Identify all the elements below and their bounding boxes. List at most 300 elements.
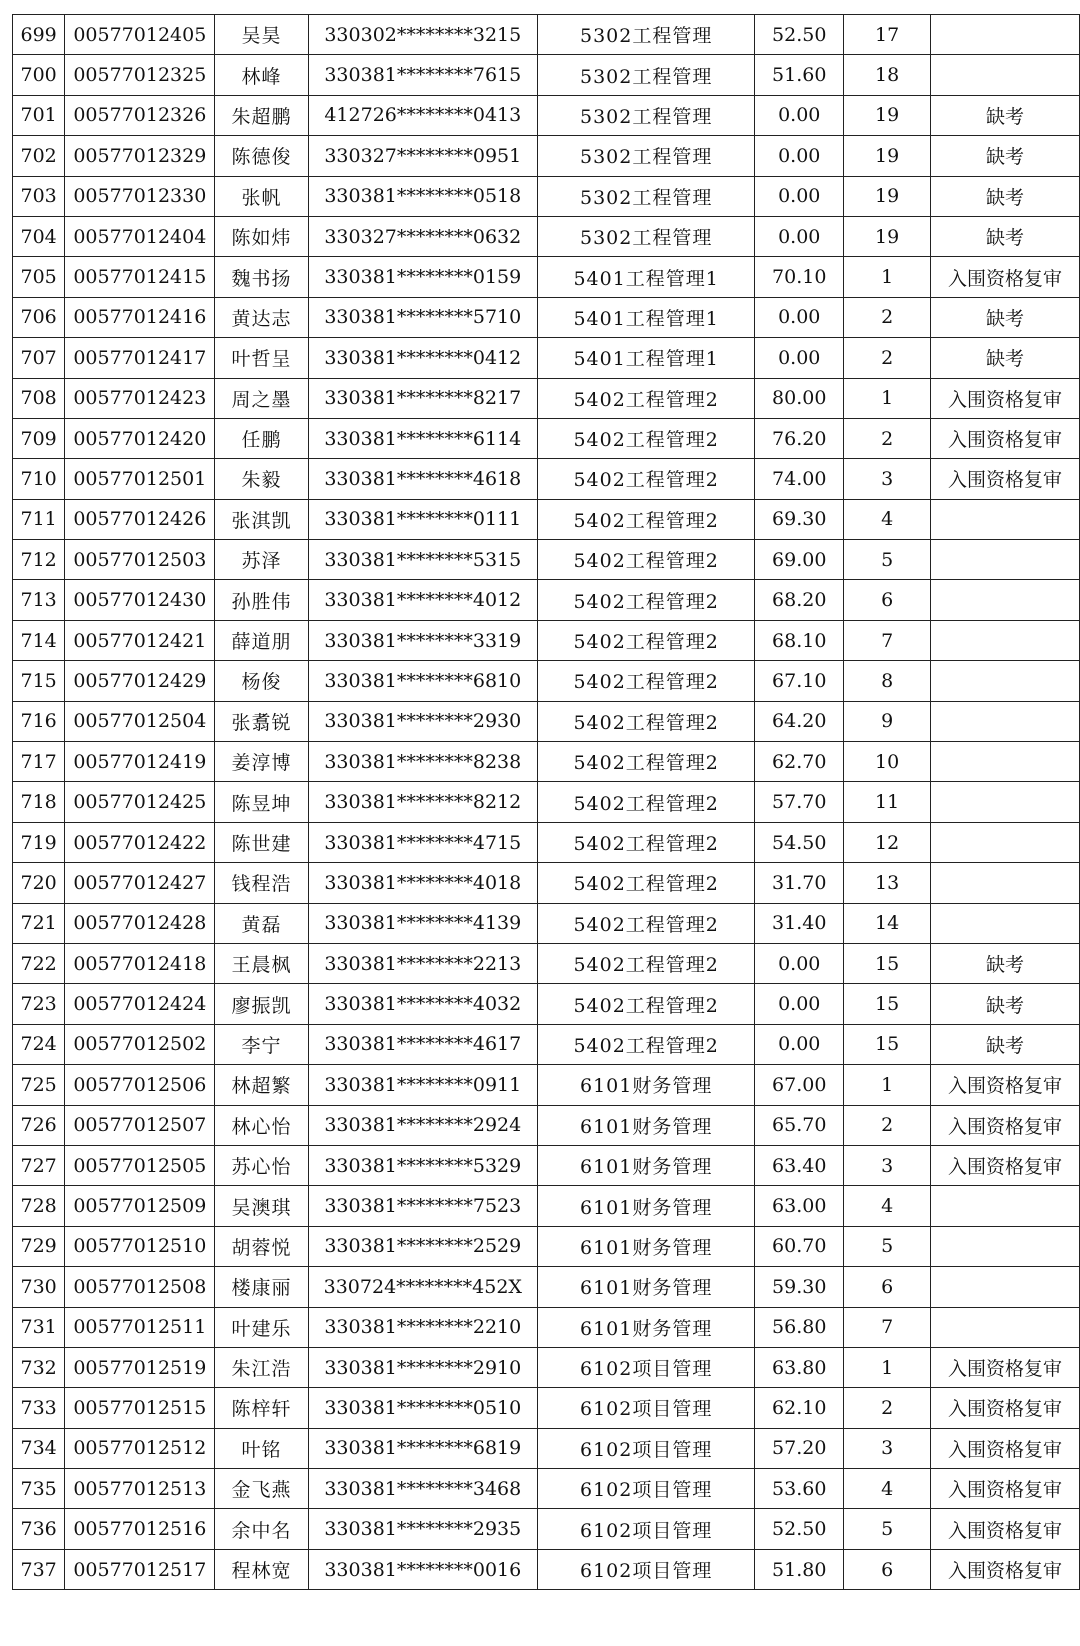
ticket-number-cell: 00577012404 [65,216,215,256]
results-table [12,14,1080,1590]
rank-cell: 1 [844,378,931,418]
id-number-cell: 330381********0412 [308,338,538,378]
row-number-cell: 722 [13,943,65,983]
table-row [13,742,1080,782]
score-cell: 52.50 [755,1509,844,1549]
table-row [13,540,1080,580]
id-number-cell: 330381********7615 [308,55,538,95]
candidate-name-cell: 陈如炜 [215,216,308,256]
rank-cell: 3 [844,1145,931,1185]
position-cell: 5402工程管理2 [538,742,755,782]
row-number-cell: 704 [13,216,65,256]
row-number-cell: 699 [13,15,65,55]
id-number-cell: 412726********0413 [308,95,538,135]
remark-cell: 入围资格复审 [931,418,1080,458]
rank-cell: 17 [844,15,931,55]
remark-cell: 缺考 [931,136,1080,176]
remark-cell [931,1307,1080,1347]
ticket-number-cell: 00577012416 [65,297,215,337]
row-number-cell: 717 [13,742,65,782]
ticket-number-cell: 00577012512 [65,1428,215,1468]
table-row [13,1347,1080,1387]
row-number-cell: 701 [13,95,65,135]
id-number-cell: 330381********3319 [308,620,538,660]
position-cell: 5402工程管理2 [538,661,755,701]
table-row [13,297,1080,337]
ticket-number-cell: 00577012430 [65,580,215,620]
rank-cell: 2 [844,338,931,378]
ticket-number-cell: 00577012424 [65,984,215,1024]
table-row [13,943,1080,983]
id-number-cell: 330381********2930 [308,701,538,741]
id-number-cell: 330381********4018 [308,863,538,903]
candidate-name-cell: 朱超鹏 [215,95,308,135]
id-number-cell: 330381********4715 [308,822,538,862]
row-number-cell: 729 [13,1226,65,1266]
row-number-cell: 733 [13,1388,65,1428]
score-cell: 64.20 [755,701,844,741]
table-row [13,1024,1080,1064]
score-cell: 54.50 [755,822,844,862]
id-number-cell: 330381********8212 [308,782,538,822]
candidate-name-cell: 余中名 [215,1509,308,1549]
candidate-name-cell: 孙胜伟 [215,580,308,620]
id-number-cell: 330381********0510 [308,1388,538,1428]
row-number-cell: 737 [13,1549,65,1589]
rank-cell: 4 [844,499,931,539]
rank-cell: 9 [844,701,931,741]
table-row [13,782,1080,822]
rank-cell: 19 [844,136,931,176]
ticket-number-cell: 00577012426 [65,499,215,539]
rank-cell: 6 [844,1549,931,1589]
score-cell: 53.60 [755,1469,844,1509]
row-number-cell: 725 [13,1065,65,1105]
remark-cell: 缺考 [931,1024,1080,1064]
id-number-cell: 330381********4032 [308,984,538,1024]
score-cell: 69.30 [755,499,844,539]
table-row [13,459,1080,499]
id-number-cell: 330381********6819 [308,1428,538,1468]
row-number-cell: 731 [13,1307,65,1347]
candidate-name-cell: 胡蓉悦 [215,1226,308,1266]
row-number-cell: 726 [13,1105,65,1145]
score-cell: 0.00 [755,95,844,135]
score-cell: 0.00 [755,943,844,983]
rank-cell: 6 [844,1267,931,1307]
table-row [13,1065,1080,1105]
table-row [13,661,1080,701]
remark-cell: 缺考 [931,95,1080,135]
id-number-cell: 330381********5315 [308,540,538,580]
table-row [13,1388,1080,1428]
table-row [13,1307,1080,1347]
remark-cell: 缺考 [931,216,1080,256]
row-number-cell: 703 [13,176,65,216]
rank-cell: 5 [844,540,931,580]
id-number-cell: 330381********0159 [308,257,538,297]
row-number-cell: 711 [13,499,65,539]
remark-cell [931,1267,1080,1307]
row-number-cell: 715 [13,661,65,701]
rank-cell: 15 [844,984,931,1024]
id-number-cell: 330381********2924 [308,1105,538,1145]
position-cell: 5402工程管理2 [538,1024,755,1064]
position-cell: 6102项目管理 [538,1549,755,1589]
remark-cell: 入围资格复审 [931,1509,1080,1549]
remark-cell: 入围资格复审 [931,459,1080,499]
remark-cell: 入围资格复审 [931,257,1080,297]
position-cell: 5402工程管理2 [538,540,755,580]
rank-cell: 7 [844,620,931,660]
score-cell: 0.00 [755,1024,844,1064]
candidate-name-cell: 吴昊 [215,15,308,55]
table-row [13,903,1080,943]
table-row [13,1267,1080,1307]
ticket-number-cell: 00577012510 [65,1226,215,1266]
score-cell: 80.00 [755,378,844,418]
remark-cell [931,15,1080,55]
position-cell: 5402工程管理2 [538,701,755,741]
id-number-cell: 330381********2213 [308,943,538,983]
candidate-name-cell: 周之墨 [215,378,308,418]
row-number-cell: 712 [13,540,65,580]
position-cell: 6101财务管理 [538,1226,755,1266]
remark-cell: 入围资格复审 [931,1549,1080,1589]
remark-cell: 缺考 [931,338,1080,378]
ticket-number-cell: 00577012505 [65,1145,215,1185]
row-number-cell: 705 [13,257,65,297]
id-number-cell: 330381********4139 [308,903,538,943]
position-cell: 5401工程管理1 [538,338,755,378]
rank-cell: 10 [844,742,931,782]
position-cell: 6102项目管理 [538,1428,755,1468]
position-cell: 6101财务管理 [538,1065,755,1105]
candidate-name-cell: 程林宽 [215,1549,308,1589]
candidate-name-cell: 任鹏 [215,418,308,458]
score-cell: 0.00 [755,136,844,176]
remark-cell: 入围资格复审 [931,1428,1080,1468]
rank-cell: 2 [844,297,931,337]
score-cell: 52.50 [755,15,844,55]
id-number-cell: 330327********0632 [308,216,538,256]
ticket-number-cell: 00577012507 [65,1105,215,1145]
position-cell: 6101财务管理 [538,1307,755,1347]
score-cell: 67.00 [755,1065,844,1105]
position-cell: 6102项目管理 [538,1388,755,1428]
row-number-cell: 734 [13,1428,65,1468]
ticket-number-cell: 00577012429 [65,661,215,701]
candidate-name-cell: 张翥锐 [215,701,308,741]
ticket-number-cell: 00577012415 [65,257,215,297]
id-number-cell: 330381********7523 [308,1186,538,1226]
rank-cell: 5 [844,1226,931,1266]
row-number-cell: 719 [13,822,65,862]
id-number-cell: 330302********3215 [308,15,538,55]
table-row [13,1105,1080,1145]
id-number-cell: 330381********2910 [308,1347,538,1387]
id-number-cell: 330381********2529 [308,1226,538,1266]
score-cell: 70.10 [755,257,844,297]
remark-cell [931,742,1080,782]
candidate-name-cell: 张淇凯 [215,499,308,539]
rank-cell: 1 [844,1065,931,1105]
ticket-number-cell: 00577012511 [65,1307,215,1347]
rank-cell: 3 [844,1428,931,1468]
position-cell: 5402工程管理2 [538,620,755,660]
ticket-number-cell: 00577012420 [65,418,215,458]
candidate-name-cell: 林峰 [215,55,308,95]
row-number-cell: 732 [13,1347,65,1387]
score-cell: 31.70 [755,863,844,903]
rank-cell: 12 [844,822,931,862]
remark-cell: 缺考 [931,984,1080,1024]
table-row [13,257,1080,297]
ticket-number-cell: 00577012418 [65,943,215,983]
ticket-number-cell: 00577012428 [65,903,215,943]
candidate-name-cell: 叶建乐 [215,1307,308,1347]
score-cell: 0.00 [755,984,844,1024]
table-row [13,620,1080,660]
position-cell: 5402工程管理2 [538,418,755,458]
position-cell: 5402工程管理2 [538,580,755,620]
score-cell: 0.00 [755,297,844,337]
position-cell: 5401工程管理1 [538,257,755,297]
score-cell: 68.10 [755,620,844,660]
remark-cell [931,540,1080,580]
remark-cell: 入围资格复审 [931,1347,1080,1387]
table-row [13,863,1080,903]
position-cell: 5401工程管理1 [538,297,755,337]
candidate-name-cell: 吴澳琪 [215,1186,308,1226]
position-cell: 5302工程管理 [538,216,755,256]
candidate-name-cell: 黄达志 [215,297,308,337]
rank-cell: 13 [844,863,931,903]
id-number-cell: 330724********452X [308,1267,538,1307]
remark-cell: 入围资格复审 [931,1065,1080,1105]
id-number-cell: 330381********3468 [308,1469,538,1509]
table-row [13,1226,1080,1266]
rank-cell: 1 [844,1347,931,1387]
id-number-cell: 330381********2935 [308,1509,538,1549]
candidate-name-cell: 苏心怡 [215,1145,308,1185]
ticket-number-cell: 00577012506 [65,1065,215,1105]
ticket-number-cell: 00577012423 [65,378,215,418]
table-row [13,1509,1080,1549]
rank-cell: 14 [844,903,931,943]
rank-cell: 11 [844,782,931,822]
position-cell: 5302工程管理 [538,95,755,135]
rank-cell: 8 [844,661,931,701]
row-number-cell: 714 [13,620,65,660]
rank-cell: 4 [844,1186,931,1226]
remark-cell: 入围资格复审 [931,1469,1080,1509]
id-number-cell: 330381********8217 [308,378,538,418]
position-cell: 5402工程管理2 [538,984,755,1024]
table-row [13,418,1080,458]
ticket-number-cell: 00577012326 [65,95,215,135]
rank-cell: 2 [844,1105,931,1145]
position-cell: 5402工程管理2 [538,863,755,903]
position-cell: 6101财务管理 [538,1267,755,1307]
score-cell: 76.20 [755,418,844,458]
candidate-name-cell: 杨俊 [215,661,308,701]
candidate-name-cell: 林超繁 [215,1065,308,1105]
candidate-name-cell: 朱毅 [215,459,308,499]
id-number-cell: 330381********6114 [308,418,538,458]
score-cell: 51.60 [755,55,844,95]
candidate-name-cell: 黄磊 [215,903,308,943]
table-row [13,580,1080,620]
remark-cell: 入围资格复审 [931,1145,1080,1185]
position-cell: 6101财务管理 [538,1145,755,1185]
ticket-number-cell: 00577012417 [65,338,215,378]
table-row [13,378,1080,418]
ticket-number-cell: 00577012519 [65,1347,215,1387]
row-number-cell: 723 [13,984,65,1024]
id-number-cell: 330381********4012 [308,580,538,620]
candidate-name-cell: 陈昱坤 [215,782,308,822]
position-cell: 5302工程管理 [538,176,755,216]
candidate-name-cell: 陈梓轩 [215,1388,308,1428]
row-number-cell: 706 [13,297,65,337]
ticket-number-cell: 00577012419 [65,742,215,782]
remark-cell [931,782,1080,822]
ticket-number-cell: 00577012516 [65,1509,215,1549]
id-number-cell: 330381********0111 [308,499,538,539]
row-number-cell: 720 [13,863,65,903]
rank-cell: 15 [844,943,931,983]
candidate-name-cell: 姜淳博 [215,742,308,782]
table-row [13,95,1080,135]
ticket-number-cell: 00577012329 [65,136,215,176]
ticket-number-cell: 00577012405 [65,15,215,55]
score-cell: 63.00 [755,1186,844,1226]
score-cell: 63.40 [755,1145,844,1185]
candidate-name-cell: 钱程浩 [215,863,308,903]
candidate-name-cell: 陈世建 [215,822,308,862]
position-cell: 5302工程管理 [538,136,755,176]
remark-cell [931,863,1080,903]
score-cell: 74.00 [755,459,844,499]
table-row [13,1186,1080,1226]
candidate-name-cell: 叶哲呈 [215,338,308,378]
table-row [13,55,1080,95]
table-row [13,984,1080,1024]
remark-cell [931,1186,1080,1226]
score-cell: 63.80 [755,1347,844,1387]
rank-cell: 5 [844,1509,931,1549]
table-row [13,176,1080,216]
position-cell: 5402工程管理2 [538,822,755,862]
rank-cell: 7 [844,1307,931,1347]
score-cell: 60.70 [755,1226,844,1266]
row-number-cell: 700 [13,55,65,95]
position-cell: 6101财务管理 [538,1186,755,1226]
ticket-number-cell: 00577012504 [65,701,215,741]
table-row [13,1549,1080,1589]
rank-cell: 19 [844,176,931,216]
row-number-cell: 709 [13,418,65,458]
rank-cell: 1 [844,257,931,297]
position-cell: 5402工程管理2 [538,459,755,499]
score-cell: 69.00 [755,540,844,580]
table-row [13,338,1080,378]
remark-cell [931,822,1080,862]
id-number-cell: 330381********2210 [308,1307,538,1347]
rank-cell: 6 [844,580,931,620]
position-cell: 6102项目管理 [538,1509,755,1549]
row-number-cell: 702 [13,136,65,176]
rank-cell: 15 [844,1024,931,1064]
id-number-cell: 330381********0911 [308,1065,538,1105]
position-cell: 6101财务管理 [538,1105,755,1145]
row-number-cell: 721 [13,903,65,943]
candidate-name-cell: 陈德俊 [215,136,308,176]
ticket-number-cell: 00577012501 [65,459,215,499]
remark-cell: 入围资格复审 [931,1105,1080,1145]
table-row [13,701,1080,741]
ticket-number-cell: 00577012325 [65,55,215,95]
table-row [13,1469,1080,1509]
table-row [13,15,1080,55]
remark-cell: 缺考 [931,297,1080,337]
score-cell: 62.70 [755,742,844,782]
score-cell: 57.20 [755,1428,844,1468]
score-cell: 0.00 [755,216,844,256]
ticket-number-cell: 00577012515 [65,1388,215,1428]
position-cell: 6102项目管理 [538,1469,755,1509]
row-number-cell: 718 [13,782,65,822]
candidate-name-cell: 薛道朋 [215,620,308,660]
id-number-cell: 330381********0518 [308,176,538,216]
remark-cell [931,1226,1080,1266]
position-cell: 5402工程管理2 [538,943,755,983]
table-row [13,1145,1080,1185]
results-sheet [12,14,1080,1590]
rank-cell: 19 [844,95,931,135]
rank-cell: 2 [844,1388,931,1428]
row-number-cell: 724 [13,1024,65,1064]
remark-cell [931,580,1080,620]
table-row [13,1428,1080,1468]
row-number-cell: 713 [13,580,65,620]
score-cell: 0.00 [755,176,844,216]
score-cell: 62.10 [755,1388,844,1428]
position-cell: 5302工程管理 [538,55,755,95]
table-row [13,499,1080,539]
remark-cell [931,903,1080,943]
remark-cell [931,55,1080,95]
id-number-cell: 330381********6810 [308,661,538,701]
candidate-name-cell: 林心怡 [215,1105,308,1145]
row-number-cell: 728 [13,1186,65,1226]
candidate-name-cell: 张帆 [215,176,308,216]
candidate-name-cell: 叶铭 [215,1428,308,1468]
id-number-cell: 330381********5329 [308,1145,538,1185]
table-row [13,216,1080,256]
id-number-cell: 330381********4617 [308,1024,538,1064]
remark-cell [931,499,1080,539]
remark-cell: 缺考 [931,943,1080,983]
ticket-number-cell: 00577012425 [65,782,215,822]
rank-cell: 3 [844,459,931,499]
ticket-number-cell: 00577012502 [65,1024,215,1064]
remark-cell: 入围资格复审 [931,1388,1080,1428]
candidate-name-cell: 朱江浩 [215,1347,308,1387]
score-cell: 67.10 [755,661,844,701]
results-table-body [13,15,1080,1590]
